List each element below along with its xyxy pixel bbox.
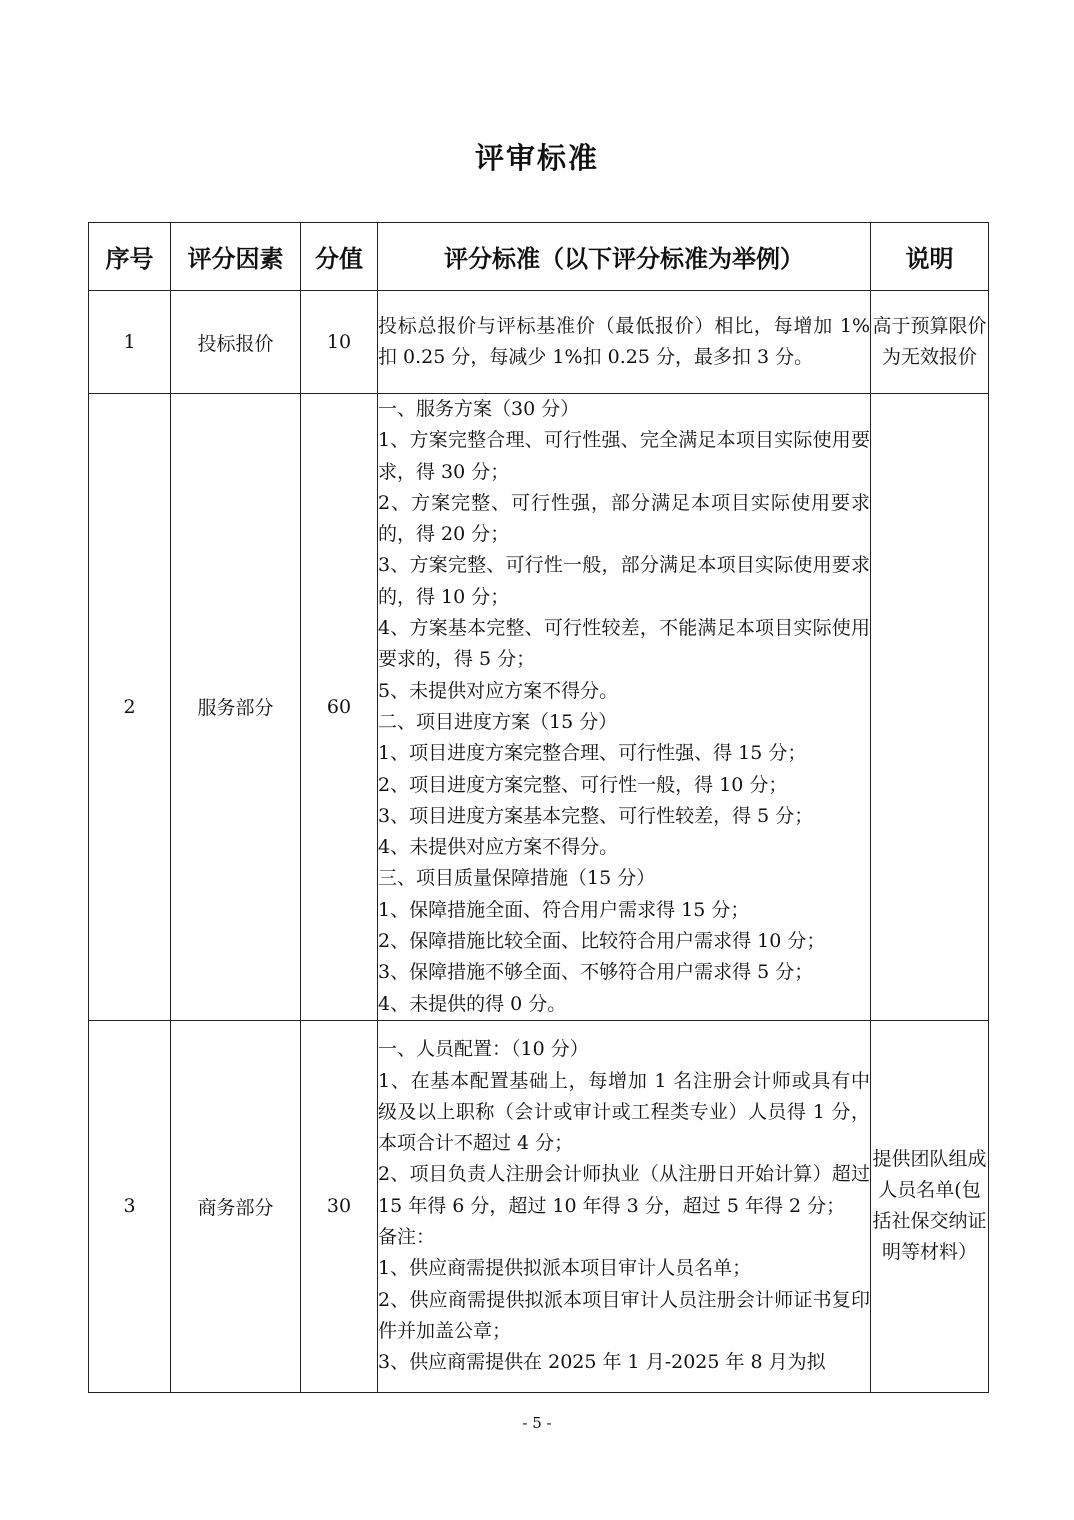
criteria-line: 1、项目进度方案完整合理、可行性强、得 15 分； bbox=[378, 742, 807, 765]
criteria-line: 1、供应商需提供拟派本项目审计人员名单； bbox=[378, 1257, 752, 1280]
header-score: 分值 bbox=[301, 223, 378, 291]
criteria-line: 一、服务方案（30 分） bbox=[378, 398, 580, 420]
criteria-line: 3、项目进度方案基本完整、可行性较差，得 5 分； bbox=[378, 804, 814, 827]
criteria-line: 二、项目进度方案（15 分） bbox=[378, 710, 618, 733]
row-note: 高于预算限价为无效报价 bbox=[871, 291, 989, 394]
criteria-line: 三、项目质量保障措施（15 分） bbox=[378, 867, 656, 890]
row-score: 60 bbox=[301, 394, 378, 1021]
criteria-line: 4、未提供对应方案不得分。 bbox=[378, 836, 619, 859]
criteria-line: 2、供应商需提供拟派本项目审计人员注册会计师证书复印件并加盖公章； bbox=[378, 1288, 870, 1342]
criteria-line: 3、保障措施不够全面、不够符合用户需求得 5 分； bbox=[378, 961, 814, 984]
criteria-line: 2、项目负责人注册会计师执业（从注册日开始计算）超过 15 年得 6 分，超过 10 年得 3 分，超过 5 年得 2 分； bbox=[378, 1163, 870, 1217]
table-header-row bbox=[89, 223, 989, 291]
row-factor: 商务部分 bbox=[171, 1020, 301, 1392]
criteria-line: 1、保障措施全面、符合用户需求得 15 分； bbox=[378, 898, 750, 921]
criteria-line: 3、方案完整、可行性一般，部分满足本项目实际使用要求的，得 10 分； bbox=[378, 554, 870, 608]
criteria-line: 1、方案完整合理、可行性强、完全满足本项目实际使用要求，得 30 分； bbox=[378, 429, 870, 483]
row-criteria bbox=[378, 394, 871, 1021]
row-score: 30 bbox=[301, 1020, 378, 1392]
row-index: 1 bbox=[89, 291, 171, 394]
row-criteria bbox=[378, 1020, 871, 1392]
criteria-line: 2、方案完整、可行性强，部分满足本项目实际使用要求的，得 20 分； bbox=[378, 491, 870, 546]
header-criteria: 评分标准（以下评分标准为举例） bbox=[378, 223, 871, 291]
criteria-line: 投标总报价与评标基准价（最低报价）相比，每增加 1%扣 0.25 分，每减少 1%扣 0.25 分，最多扣 3 分。 bbox=[378, 314, 870, 368]
criteria-line: 2、保障措施比较全面、比较符合用户需求得 10 分； bbox=[378, 930, 826, 953]
row-index: 3 bbox=[89, 1020, 171, 1392]
row-criteria bbox=[378, 291, 871, 394]
criteria-line: 5、未提供对应方案不得分。 bbox=[378, 679, 619, 702]
header-factor: 评分因素 bbox=[171, 223, 301, 291]
row-note bbox=[871, 394, 989, 1021]
row-note: 提供团队组成人员名单(包括社保交纳证明等材料） bbox=[871, 1020, 989, 1392]
page-number: - 5 - bbox=[522, 1414, 552, 1432]
row-factor: 投标报价 bbox=[171, 291, 301, 394]
row-index: 2 bbox=[89, 394, 171, 1021]
criteria-line: 4、方案基本完整、可行性较差，不能满足本项目实际使用要求的，得 5 分； bbox=[378, 617, 870, 671]
criteria-line: 1、在基本配置基础上，每增加 1 名注册会计师或具有中级及以上职称（会计或审计或工程类专业）人员得 1 分，本项合计不超过 4 分； bbox=[378, 1069, 870, 1155]
criteria-line: 2、项目进度方案完整、可行性一般，得 10 分； bbox=[378, 773, 788, 796]
header-note: 说明 bbox=[871, 223, 989, 291]
table-row bbox=[89, 291, 989, 394]
table-row bbox=[89, 394, 989, 1021]
page-title: 评审标准 bbox=[474, 141, 599, 175]
criteria-line: 备注： bbox=[378, 1226, 436, 1249]
header-index: 序号 bbox=[89, 223, 171, 291]
scoring-table bbox=[88, 222, 989, 1393]
row-factor: 服务部分 bbox=[171, 394, 301, 1021]
row-score: 10 bbox=[301, 291, 378, 394]
criteria-line: 4、未提供的得 0 分。 bbox=[378, 992, 567, 1015]
table-row bbox=[89, 1020, 989, 1392]
criteria-line: 一、人员配置：（10 分） bbox=[378, 1038, 589, 1061]
criteria-line: 3、供应商需提供在 2025 年 1 月-2025 年 8 月为拟 bbox=[378, 1351, 826, 1374]
